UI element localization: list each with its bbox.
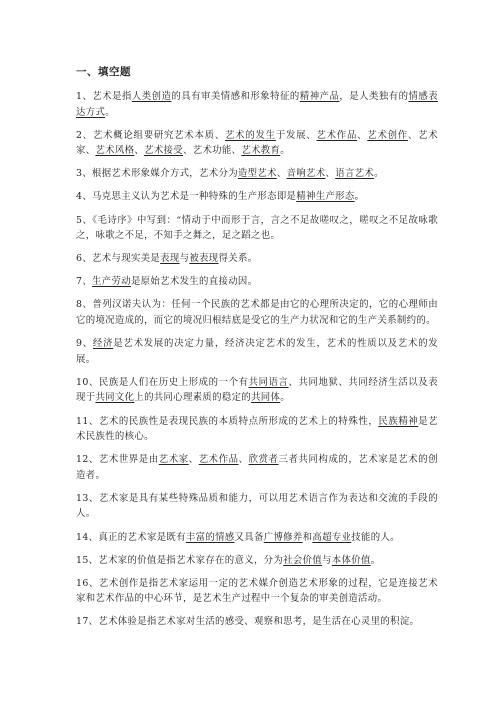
- question-text: 7、: [76, 276, 93, 288]
- section-title: 一、填空题: [76, 66, 131, 78]
- question-text: 三者共同构成的，艺术家是艺术的创造者。: [76, 454, 438, 481]
- question-item: [76, 297, 438, 328]
- question-text: 。: [354, 191, 365, 203]
- question-text: 1、艺术是指: [76, 91, 132, 102]
- question-text: 与: [179, 253, 190, 265]
- question-text: 于发展、: [275, 129, 317, 141]
- question-text: 、: [188, 454, 199, 466]
- question-text: 6、艺术与现实美是: [76, 253, 161, 265]
- question-text: 得关系。: [218, 253, 258, 265]
- answer-blank: 广博修养: [263, 531, 303, 543]
- question-text: 、艺术功能、: [183, 145, 242, 157]
- question-text: 8、普列汉诺夫认为：任何一个民族的艺术都是由它的心理所决定的，它的心理师由它的境况造成的，而它的境况归根结底是受它的生产力状况和它的生产关系制约的。: [76, 299, 438, 327]
- question-text: 、: [325, 168, 336, 180]
- question-item: [76, 213, 438, 244]
- answer-blank: 艺术作品: [316, 129, 358, 141]
- answer-blank: 共同语言: [248, 376, 289, 388]
- question-text: 。: [105, 106, 115, 118]
- question-text: 14、真正的艺术家是既有: [76, 531, 186, 543]
- answer-blank: 表现: [160, 253, 180, 265]
- question-item: [76, 614, 438, 630]
- answer-blank: 民族精神: [378, 415, 419, 427]
- answer-blank: 艺术接受: [144, 145, 183, 157]
- question-item: [76, 251, 438, 267]
- question-item: [76, 553, 438, 569]
- question-item: [76, 530, 438, 546]
- question-text: 2、艺术概论组要研究艺术本质、: [76, 129, 226, 141]
- question-text: 17、艺术体验是指艺术家对生活的感受、观察和思考，是生活在心灵里的积淀。: [76, 616, 420, 628]
- question-text: 是艺术民族性的核心。: [76, 415, 439, 443]
- answer-blank: 艺术的发生: [225, 129, 276, 141]
- question-text: 是原始艺术发生的直接动因。: [130, 276, 258, 288]
- question-item: [76, 166, 438, 182]
- question-item: [76, 274, 438, 290]
- question-item: [76, 576, 438, 607]
- answer-blank: 造型艺术: [237, 168, 277, 180]
- question-text: 12、艺术世界是由: [76, 454, 159, 466]
- question-text: 9、: [76, 338, 93, 350]
- answer-blank: 艺术创作: [367, 129, 408, 141]
- question-text: 是艺术发展的决定力量，经济决定艺术的发生，艺术的性质以及艺术的发展。: [76, 338, 439, 365]
- question-text: 11、艺术的民族性是表现民族的本质特点所形成的艺术上的特殊性，: [76, 415, 379, 427]
- question-text: 又具备: [234, 531, 264, 543]
- answer-blank: 艺术风格: [95, 145, 135, 157]
- answer-blank: 情感表达方式: [76, 91, 438, 118]
- answer-blank: 共同文化: [95, 392, 135, 404]
- question-text: 、艺术家、: [76, 129, 439, 157]
- question-text: 3、根据艺术形象媒介方式，艺术分为: [76, 168, 238, 180]
- answer-blank: 本体价值: [331, 554, 371, 566]
- question-text: 15、艺术家的价值是指艺术家存在的意义，分为: [76, 554, 284, 566]
- question-text: 。: [370, 554, 381, 566]
- answer-blank: 被表现: [189, 253, 219, 265]
- question-item: [76, 336, 438, 367]
- answer-blank: 生产劳动: [92, 276, 131, 288]
- question-item: [76, 452, 438, 483]
- question-text: 、共同地狱、共同经济生活以及表现于: [76, 376, 438, 404]
- question-text: 4、马克思主义认为艺术是一种特殊的生产形态即是: [76, 191, 297, 203]
- question-list: [76, 89, 438, 630]
- answer-blank: 人类创造: [131, 91, 172, 102]
- question-text: 、: [276, 168, 287, 180]
- question-text: 的具有审美情感和形象特征的: [171, 91, 300, 102]
- question-text: 、: [238, 454, 249, 466]
- question-text: 与: [322, 554, 332, 566]
- question-text: 13、艺术家是具有某些特殊品质和能力，可以用艺术语言作为表达和交流的手段的人。: [76, 492, 438, 520]
- question-item: [76, 189, 438, 205]
- answer-blank: 音响艺术: [286, 168, 326, 180]
- answer-blank: 丰富的情感: [185, 531, 235, 543]
- answer-blank: 高超专业: [312, 531, 352, 543]
- question-text: 。: [374, 168, 384, 180]
- question-text: ，是人类独有的: [339, 91, 409, 102]
- question-text: 、: [134, 145, 145, 157]
- answer-blank: 艺术作品: [198, 454, 239, 466]
- question-text: 技能的人。: [351, 531, 400, 543]
- question-item: [76, 128, 438, 159]
- answer-blank: 精神产品: [299, 91, 340, 102]
- answer-blank: 语言艺术: [335, 168, 375, 180]
- question-text: 。: [280, 145, 290, 157]
- answer-blank: 精神生产形态: [296, 191, 355, 203]
- question-item: [76, 89, 438, 120]
- answer-blank: 社会价值: [283, 554, 323, 566]
- question-text: 上的共同心理素质的稳定的: [134, 392, 252, 404]
- question-text: 、: [357, 129, 368, 141]
- answer-blank: 共同体: [251, 392, 281, 404]
- question-text: 。: [280, 392, 290, 404]
- answer-blank: 艺术教育: [241, 145, 281, 157]
- answer-blank: 经济: [92, 338, 114, 350]
- question-text: 16、艺术创作是指艺术家运用一定的艺术媒介创造艺术形象的过程，它是连接艺术家和艺术作品的中心环节，是艺术生产过程中一个复杂的审美创造活动。: [76, 577, 438, 605]
- question-text: 10、民族是人们在历史上形成的一个有: [76, 376, 249, 388]
- answer-blank: 欣赏者: [248, 454, 279, 466]
- question-text: 和: [302, 531, 313, 543]
- question-item: [76, 375, 438, 406]
- question-text: 5、《毛诗序》中写到：“情动于中而形于言，言之不足故嗟叹之，嗟叹之不足故咏歌之，咏歌之不足，不知手之舞之，足之蹈之也。: [76, 214, 438, 242]
- answer-blank: 艺术家: [158, 454, 189, 466]
- question-item: [76, 414, 438, 445]
- question-item: [76, 491, 438, 522]
